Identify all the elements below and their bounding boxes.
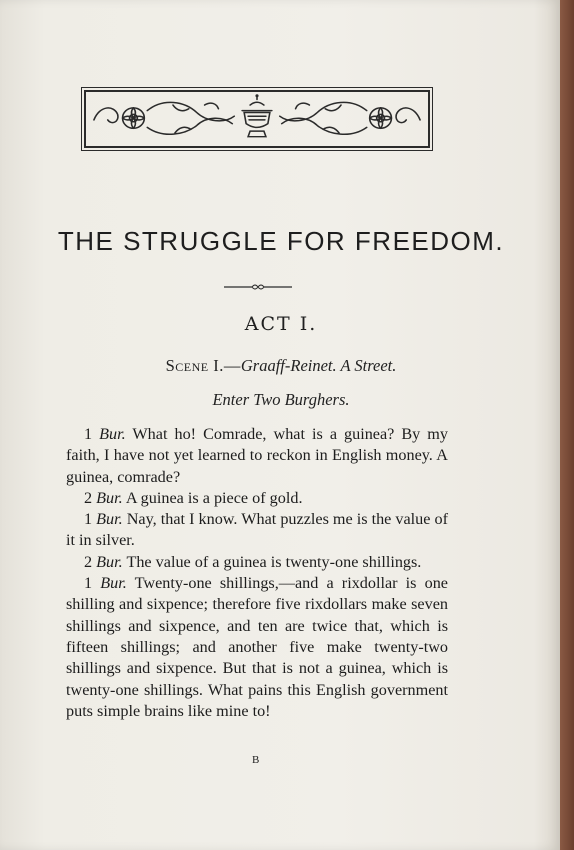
headpiece-ornament (84, 90, 430, 148)
dialogue-line (66, 424, 448, 488)
signature-mark: B (252, 754, 261, 766)
speaker-number: 1 (84, 425, 93, 443)
speaker-number: 2 (84, 488, 93, 507)
speaker-name: Bur. (99, 425, 126, 443)
dialogue-block (66, 424, 448, 722)
speaker-number: 2 (84, 552, 93, 571)
speech-text: The value of a guinea is twenty-one shillings. (126, 552, 422, 571)
play-title: THE STRUGGLE FOR FREEDOM. (57, 226, 505, 256)
book-cover-edge (560, 0, 574, 850)
scene-label: Scene I.— (165, 356, 241, 375)
dialogue-line (66, 509, 448, 552)
scene-place: Graaff-Reinet. A Street. (240, 356, 397, 375)
speech-text: Nay, that I know. What puzzles me is the value of it in silver. (66, 510, 448, 550)
floral-urn-icon (86, 92, 428, 146)
speaker-name: Bur. (96, 488, 123, 507)
speaker-name: Bur. (96, 510, 123, 529)
dialogue-line (66, 552, 448, 573)
speaker-name: Bur. (100, 574, 127, 593)
speech-text: What ho! Comrade, what is a guinea? By my faith, I have not yet learned to reckon in English money. A guinea, comrade? (66, 425, 448, 486)
act-heading: ACT I. (244, 313, 318, 335)
stage-direction: Enter Two Burghers. (212, 390, 350, 409)
speaker-name: Bur. (96, 552, 123, 571)
speaker-number: 1 (84, 574, 93, 593)
divider-flourish-icon (224, 282, 292, 292)
dialogue-line (66, 488, 448, 509)
dialogue-line (66, 573, 448, 722)
speech-text: A guinea is a piece of gold. (125, 488, 303, 507)
speech-text: Twenty-one shillings,—and a rixdollar is one shilling and sixpence; therefore five rixdollars make seven shillings and sixpence, and ten are twice that, which is fifteen shillings; and another five make twenty-two shillings and sixpence. But that is not a guinea, which is twenty-one shillings. What pains this English government puts simple brains like mine to! (66, 574, 448, 720)
speaker-number: 1 (84, 510, 93, 529)
scene-heading (0, 356, 562, 376)
